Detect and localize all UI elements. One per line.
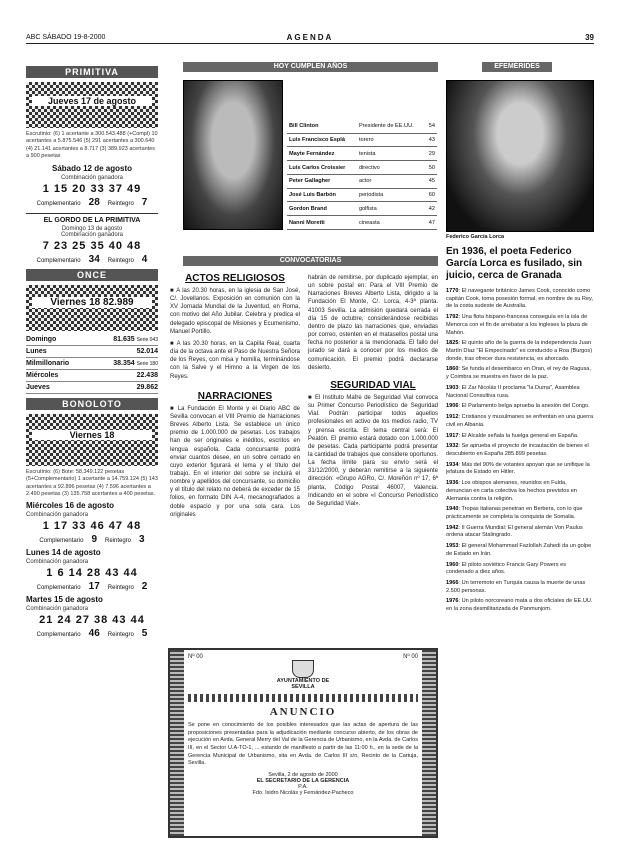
once-number: 52.014 xyxy=(136,347,158,355)
person-role: periodista xyxy=(357,188,425,202)
draw-numbers: 1 17 33 46 47 48 xyxy=(42,520,142,533)
gordo-reint: 4 xyxy=(141,253,148,265)
primitiva-box-label: Jueves 17 de agosto xyxy=(32,96,152,106)
draw-date: Lunes 14 de agosto xyxy=(26,548,101,558)
person-role: tenista xyxy=(357,147,425,161)
person-role: Presidente de EE.UU. xyxy=(357,120,425,133)
once-box xyxy=(26,285,158,331)
efemeride-text: El Parlamento belga aprueba la anexión del Congo. xyxy=(461,403,590,410)
efemeride-item: 1953: El general Mohammad Fazlollah Zahedi da un golpe de Estado en Irán. xyxy=(446,543,592,557)
once-day: Jueves xyxy=(26,383,50,391)
efemeride-item: 1936: Los obispos alemanes, reunidos en Fulda, denuncian en carta colectiva los hechos previstos en Alemania contra la religión. xyxy=(446,480,577,502)
draw-reint: 5 xyxy=(141,628,148,640)
efemeride-item: 1906: El Parlamento belga aprueba la anexión del Congo. xyxy=(446,403,590,410)
person-role: golfista xyxy=(357,202,425,216)
gordo-comp: 34 xyxy=(88,253,100,265)
bonoloto-draw xyxy=(26,501,158,545)
efemeride-text: El Zar Nicolás II proclama "la Duma", Asamblea Nacional Consultiva rusa. xyxy=(446,384,580,399)
primitiva-combo-label: Combinación ganadora xyxy=(60,174,124,181)
efemeride-year: 1936 xyxy=(446,480,459,487)
efemeride-item: 1860: Se funda el desembarco en Oran, el rey de Ragusa, y Coimbra se muestra en favor de la paz. xyxy=(446,366,591,381)
efemeride-year: 1770 xyxy=(446,288,459,294)
efemeride-text: El quinto año de la guerra de la independencia Juan Martín Díaz "El Empecinado" es conducido a Roa (Burgos) donde, tras ofrecer dura resistencia, es ahorcado. xyxy=(446,340,593,362)
once-results xyxy=(26,334,158,394)
birthday-row xyxy=(287,120,437,133)
ad-name: Fdo. Isidro Nicolás y Fernández-Pacheco xyxy=(252,790,354,797)
person-age: 50 xyxy=(425,161,437,175)
efemeride-item: 1903: El Zar Nicolás II proclama "la Duma", Asamblea Nacional Consultiva rusa. xyxy=(446,384,580,399)
convocatorias-col1 xyxy=(170,270,300,519)
once-row xyxy=(26,382,158,394)
draw-reint: 3 xyxy=(139,534,145,546)
person-name: Luis Francisco Esplá xyxy=(287,133,357,147)
efemeride-text: Se aprueba el proyecto de incautación de bienes el descubierto en España 285.899 pesetas. xyxy=(446,443,589,457)
person-role: actor xyxy=(357,174,425,188)
efemeride-year: 1932 xyxy=(446,443,459,450)
page-number: 39 xyxy=(585,33,594,42)
efemerides-section xyxy=(446,62,594,617)
birthdays-table xyxy=(287,120,437,230)
efemeride-text: Un piloto norcoreano mata a dos oficiales de EE.UU. en la zona desmilitarizada de Panmunjom. xyxy=(446,598,593,613)
bonoloto-title: BONOLOTO xyxy=(26,398,158,410)
ad-num-right: Nº 00 xyxy=(403,654,418,660)
once-day: Domingo xyxy=(26,335,57,343)
birthdays-section xyxy=(183,62,438,230)
once-row xyxy=(26,370,158,382)
ad-pattern xyxy=(188,694,418,702)
person-name: Gordon Brand xyxy=(287,202,357,216)
efemeride-item: 1932: Se aprueba el proyecto de incautación de bienes el descubierto en España 285.899 pesetas. xyxy=(446,443,589,457)
person-role: directivo xyxy=(357,161,425,175)
bonoloto-escrutinio: Escrutinio: (6) Bote: 58.349.122 pesetas (5+Complementario) 1 acertante a 14.759.124 (5) 143 acertantes a 92.896 pesetas (4) 7.596 acertantes a 2.490 pesetas (3) 135.758 acertantes a 400 pesetas. xyxy=(26,468,158,497)
comp-label: Complementario xyxy=(39,538,84,545)
once-serie: Serie 043 xyxy=(136,336,158,343)
efemeride-item: 1912: Cristianos y musulmanes se enfrentan en una guerra civil en Albania. xyxy=(446,414,594,428)
reint-label: Reintegro xyxy=(107,585,134,592)
once-title: ONCE xyxy=(26,269,158,281)
efemeride-item: 1940: Tropas italianas penetran en Berbera, con lo que prácticamente se completa la conquista de Somalia. xyxy=(446,506,583,520)
ad-num-left: Nº 00 xyxy=(188,654,203,660)
ad-body: Se pone en conocimiento de los posibles interesados que las actas de apertura de las proposiciones presentadas para la adjudicación mediante concurso abierto, de los obras de ejecución en Avda. General Merry del Val de la Gerencia de Urbanismo, en la Avda. de Carlos III, en el Sector U.A-TO-1, ... estando de manifiesto a partir de las 11:00 h., en la sede de la Gerencia Municipal de Urbanismo, sita en Avda. de Carlos III s/n, Recinto de la Cartuja, Sevilla. xyxy=(188,722,418,767)
comp-label: Complementario xyxy=(36,585,81,592)
actos-title: ACTOS RELIGIOSOS xyxy=(185,273,285,284)
primitiva-extras xyxy=(26,197,158,208)
reint-label: Reintegro xyxy=(107,257,134,264)
efemeride-year: 1960 xyxy=(446,561,459,568)
efemeride-item: 1825: El quinto año de la guerra de la independencia Juan Martín Díaz "El Empecinado" es conducido a Roa (Burgos) donde, tras ofrecer dura resistencia, es ahorcado. xyxy=(446,340,593,362)
gordo-title: EL GORDO DE LA PRIMITIVA xyxy=(26,213,158,224)
efemeride-item: 1934: Más del 90% de votantes apoyan que se unifique la jefatura de Estado en Hitler. xyxy=(446,461,590,476)
efemeride-year: 1906 xyxy=(446,403,459,410)
ayuntamiento-ad xyxy=(168,648,438,838)
convocatorias-bar xyxy=(183,256,438,266)
once-day: Miércoles xyxy=(26,371,59,379)
draw-reint: 2 xyxy=(141,581,148,593)
birthday-row xyxy=(287,174,437,188)
once-row xyxy=(26,334,158,346)
reint-label: Reintegro xyxy=(107,632,134,639)
once-number: 22.438 xyxy=(136,371,158,379)
efemeride-text: Una flota hispano-francesa conseguía en la isla de Menorca con el fin de arrebatar a los ingleses la plaza de Mahón. xyxy=(446,314,588,336)
draw-combo-label: Combinación ganadora xyxy=(26,512,89,519)
efemeride-text: El Alcalde señala la huelga general en España. xyxy=(461,432,579,439)
birthday-row xyxy=(287,216,437,230)
clinton-photo xyxy=(183,80,283,230)
person-name: Luis Carlos Croissier xyxy=(287,161,357,175)
person-age: 54 xyxy=(425,120,437,133)
person-role: torero xyxy=(357,133,425,147)
seguridad-p: ■ El Instituto Mafre de Seguridad Vial convoca su Primer Concurso Periodístico de Seguridad Vial. Podrán participar todos aquellos profesionales en activo de los medios radio, TV y prensa escrita. El tema central será: El Peatón. El premio estará dotado con 1.000.000 de pesetas. Cada participante podrá presentar la cantidad de trabajos que considere oportunos. La fecha límite para su envío será el 31/12/2000, y deberán remitirse a la siguiente dirección: «Grupo AGRo, C/. Moreñón nº 17, 6ª planta, Código Postal 46007, Valencia. Indicando en el sobre «I Concurso Periodístico de Seguridad Vial». xyxy=(308,394,438,507)
primitiva-escrutinio: Escrutinio: (6) 1 acertante a 300.543.488 (+Compl) 10 acertantes a 5.875.546 (5) 291 acertantes a 300.640 (4) 21.141 acertantes a 8.717 (3) 389.923 acertantes a 900 pesetas xyxy=(26,131,158,160)
person-name: Bill Clinton xyxy=(287,120,357,133)
primitiva-numbers: 1 15 20 33 37 49 xyxy=(42,182,142,195)
once-day: Lunes xyxy=(26,347,47,355)
efemeride-year: 1860 xyxy=(446,366,459,373)
efemeride-text: Los obispos alemanes, reunidos en Fulda, denuncian en carta colectiva los hechos previstos en Alemania contra la religión. xyxy=(446,480,577,502)
efemerides-list xyxy=(446,288,594,614)
lorca-photo xyxy=(446,80,594,232)
primitiva-date: Sábado 12 de agosto xyxy=(51,163,133,173)
lottery-column xyxy=(26,62,158,639)
once-serie: Serie 180 xyxy=(136,360,158,367)
reint-value: 7 xyxy=(141,196,148,208)
ad-date: Sevilla, 2 de agosto de 2000 xyxy=(268,772,338,779)
person-role: cineasta xyxy=(357,216,425,230)
bonoloto-draw xyxy=(26,595,158,639)
efemeride-text: El piloto soviético Francis Gary Powers es condenado a diez años. xyxy=(446,561,567,576)
efemerides-headline: En 1936, el poeta Federico García Lorca es fusilado, sin juicio, cerca de Granada xyxy=(446,246,583,281)
comp-label: Complementario xyxy=(36,257,81,264)
convocatorias-col2 xyxy=(308,274,438,508)
draw-combo-label: Combinación ganadora xyxy=(26,606,89,613)
section-title: AGENDA xyxy=(286,33,334,42)
actos-p1: ■ A las 20.30 horas, en la iglesia de San José, C/. Jovellanos. Exposición en comunión con la XV Jornada Mundial de la Juventud, en Roma, con motivo del Año Jubilar. Celebra y predica el delegado episcopal de Misiones y Ecumenismo, Manuel Portillo. xyxy=(170,288,300,335)
coat-of-arms-icon xyxy=(292,660,314,678)
comp-label: Complementario xyxy=(36,632,81,639)
efemeride-text: Se funda el desembarco en Oran, el rey de Ragusa, y Coimbra se muestra en favor de la paz. xyxy=(446,366,591,381)
birthday-row xyxy=(287,133,437,147)
efemeride-year: 1934 xyxy=(446,461,459,468)
person-age: 45 xyxy=(425,174,437,188)
draw-numbers: 21 24 27 38 43 44 xyxy=(39,614,145,627)
person-name: Mayte Fernández xyxy=(287,147,357,161)
narraciones-title: NARRACIONES xyxy=(197,390,273,402)
efemeride-text: II Guerra Mundial: El general alemán Von Paulus ordena atacar Stalingrado. xyxy=(446,524,583,539)
efemeride-item: 1942: II Guerra Mundial: El general alemán Von Paulus ordena atacar Stalingrado. xyxy=(446,524,583,539)
efemeride-year: 1912 xyxy=(446,414,459,421)
draw-date: Miércoles 16 de agosto xyxy=(26,501,115,511)
efemeride-year: 1792 xyxy=(446,314,459,321)
reint-label: Reintegro xyxy=(107,200,134,207)
primitiva-box xyxy=(26,82,158,128)
bonoloto-box-label: Viernes 18 xyxy=(32,430,152,440)
person-name: Peter Gallagher xyxy=(287,174,357,188)
efemeride-text: Más del 90% de votantes apoyan que se unifique la jefatura de Estado en Hitler. xyxy=(446,461,590,476)
narraciones-p2: habrán de remitirse, por duplicado ejemplar, en un sobre postal en: Para el VIII Premio de Narraciones Breves Alberto Lista, dirigido a la Fundación El Monte, C/. Lorca, 4-3ª planta. 41003 Sevilla. La admisión quedará cerrada el día 15 de octubre, considerándose recibidas dentro de plazo las narraciones que, enviadas por correo, ostenten en el matasellos postal una fecha no posterior a la mencionada. El fallo del jurado se dará a conocer por los medios de comunicación. El premio podrá declararse desierto. xyxy=(308,275,438,371)
comp-value: 28 xyxy=(88,196,100,208)
efemeride-item: 1976: Un piloto norcoreano mata a dos oficiales de EE.UU. en la zona desmilitarizada de Panmunjom. xyxy=(446,598,593,613)
bonoloto-box xyxy=(26,414,158,466)
draw-comp: 46 xyxy=(88,628,100,640)
ad-right-border xyxy=(422,650,436,836)
efemeride-text: Cristianos y musulmanes se enfrentan en una guerra civil en Albania. xyxy=(446,414,594,428)
efemeride-year: 1903 xyxy=(446,384,459,391)
draw-comp: 17 xyxy=(88,581,100,593)
once-box-label: Viernes 18 82.989 xyxy=(32,297,152,308)
efemerides-title: EFEMÉRIDES xyxy=(482,62,552,72)
ad-org2: SEVILLA xyxy=(291,684,315,690)
page-header xyxy=(26,34,594,44)
efemeride-item: 1960: El piloto soviético Francis Gary Powers es condenado a diez años. xyxy=(446,561,567,576)
efemeride-item: 1966: Un terremoto en Turquía causa la muerte de unas 2.500 personas. xyxy=(446,580,586,594)
birthday-row xyxy=(287,202,437,216)
efemeride-item: 1917: El Alcalde señala la huelga general en España. xyxy=(446,432,579,439)
efemeride-text: El general Mohammad Fazlollah Zahedi da un golpe de Estado en Irán. xyxy=(446,543,592,557)
efemeride-year: 1953 xyxy=(446,543,459,550)
reint-label: Reintegro xyxy=(105,538,132,545)
photo-caption: Federico García Lorca xyxy=(446,234,505,240)
comp-label: Complementario xyxy=(36,200,81,207)
gordo-combo-label: Combinación ganadora xyxy=(60,231,124,238)
person-name: José Luis Barbón xyxy=(287,188,357,202)
bonoloto-draws xyxy=(26,501,158,639)
efemeride-year: 1917 xyxy=(446,432,459,439)
ad-org1: AYUNTAMIENTO DE xyxy=(276,678,330,684)
efemeride-text: Tropas italianas penetran en Berbera, con lo que prácticamente se completa la conquista de Somalia. xyxy=(446,506,583,520)
person-age: 47 xyxy=(425,216,437,230)
draw-combo-label: Combinación ganadora xyxy=(26,559,89,566)
gordo-numbers: 7 23 25 35 40 48 xyxy=(42,239,142,252)
ad-sign: EL SECRETARIO DE LA GERENCIA xyxy=(256,778,350,785)
once-number: 38.354 xyxy=(113,359,135,367)
header-date: ABC SÁBADO 19-8-2000 xyxy=(26,34,106,41)
draw-date: Martes 15 de agosto xyxy=(26,595,103,605)
gordo-extras xyxy=(26,254,158,265)
efemeride-year: 1825 xyxy=(446,340,459,347)
person-age: 42 xyxy=(425,202,437,216)
efemeride-year: 1942 xyxy=(446,524,459,531)
efemeride-text: Un terremoto en Turquía causa la muerte de unas 2.500 personas. xyxy=(446,580,586,594)
draw-numbers: 1 6 14 28 43 44 xyxy=(46,567,138,580)
person-age: 43 xyxy=(425,133,437,147)
efemeride-item: 1792: Una flota hispano-francesa conseguía en la isla de Menorca con el fin de arrebatar a los ingleses la plaza de Mahón. xyxy=(446,314,588,336)
efemeride-year: 1966 xyxy=(446,580,459,586)
efemeride-text: El navegante británico James Cook, conocido como capitán Cook, toma posesión formal, en nombre de su Rey, de la costa sudeste de Australia. xyxy=(446,288,593,310)
primitiva-title: PRIMITIVA xyxy=(26,66,158,78)
efemeride-year: 1976 xyxy=(446,598,459,605)
person-name: Nanni Moretti xyxy=(287,216,357,230)
efemeride-item: 1770: El navegante británico James Cook, conocido como capitán Cook, toma posesión formal, en nombre de su Rey, de la costa sudeste de Australia. xyxy=(446,288,593,310)
bonoloto-draw xyxy=(26,548,158,592)
birthdays-title: HOY CUMPLEN AÑOS xyxy=(183,62,438,72)
person-age: 29 xyxy=(425,147,437,161)
once-row xyxy=(26,346,158,358)
birthday-row xyxy=(287,188,437,202)
once-row xyxy=(26,358,158,370)
narraciones-p1: ■ La Fundación El Monte y el Diario ABC de Sevilla convocan el VIII Premio de Narraciones Breves Alberto Lista. Se establece un único premio de 1.000.000 de pesetas. Los trabajos han de ser originales e inéditos, escritos en lengua española. Cada concursante podrá enviar cuantos desee, en un sobre cerrado en cuyo exterior figurará el lema y el título del trabajo. En el interior del sobre se incluirá el nombre y apellidos del concursante, su domicilio y el título del relato no deberá de exceder de 15 folios, en formato DIN A-4, mecanografiados a doble espacio y por una sola cara. Los originales xyxy=(170,405,300,518)
birthday-row xyxy=(287,161,437,175)
ad-pa: P.A. xyxy=(298,784,308,791)
actos-p2: ■ A las 20.30 horas, en la Capilla Real, cuarta día de la octava ante el Paso de Nuestra Señora de los Reyes, con misa y homilía, terminándose con la Salve y el Himno a la Virgen de los Reyes. xyxy=(170,340,300,380)
once-number: 29.862 xyxy=(136,383,158,391)
draw-comp: 9 xyxy=(91,534,97,546)
once-day: Milmillonario xyxy=(26,359,70,367)
person-age: 60 xyxy=(425,188,437,202)
gordo-date: Domingo 13 de agosto xyxy=(61,225,123,232)
birthday-row xyxy=(287,147,437,161)
ad-left-border xyxy=(170,650,184,836)
once-number: 81.635 xyxy=(113,335,135,343)
convocatorias-title: CONVOCATORIAS xyxy=(183,256,438,266)
efemeride-year: 1940 xyxy=(446,506,459,513)
ad-title: ANUNCIO xyxy=(269,706,337,718)
seguridad-title: SEGURIDAD VIAL xyxy=(330,379,416,391)
